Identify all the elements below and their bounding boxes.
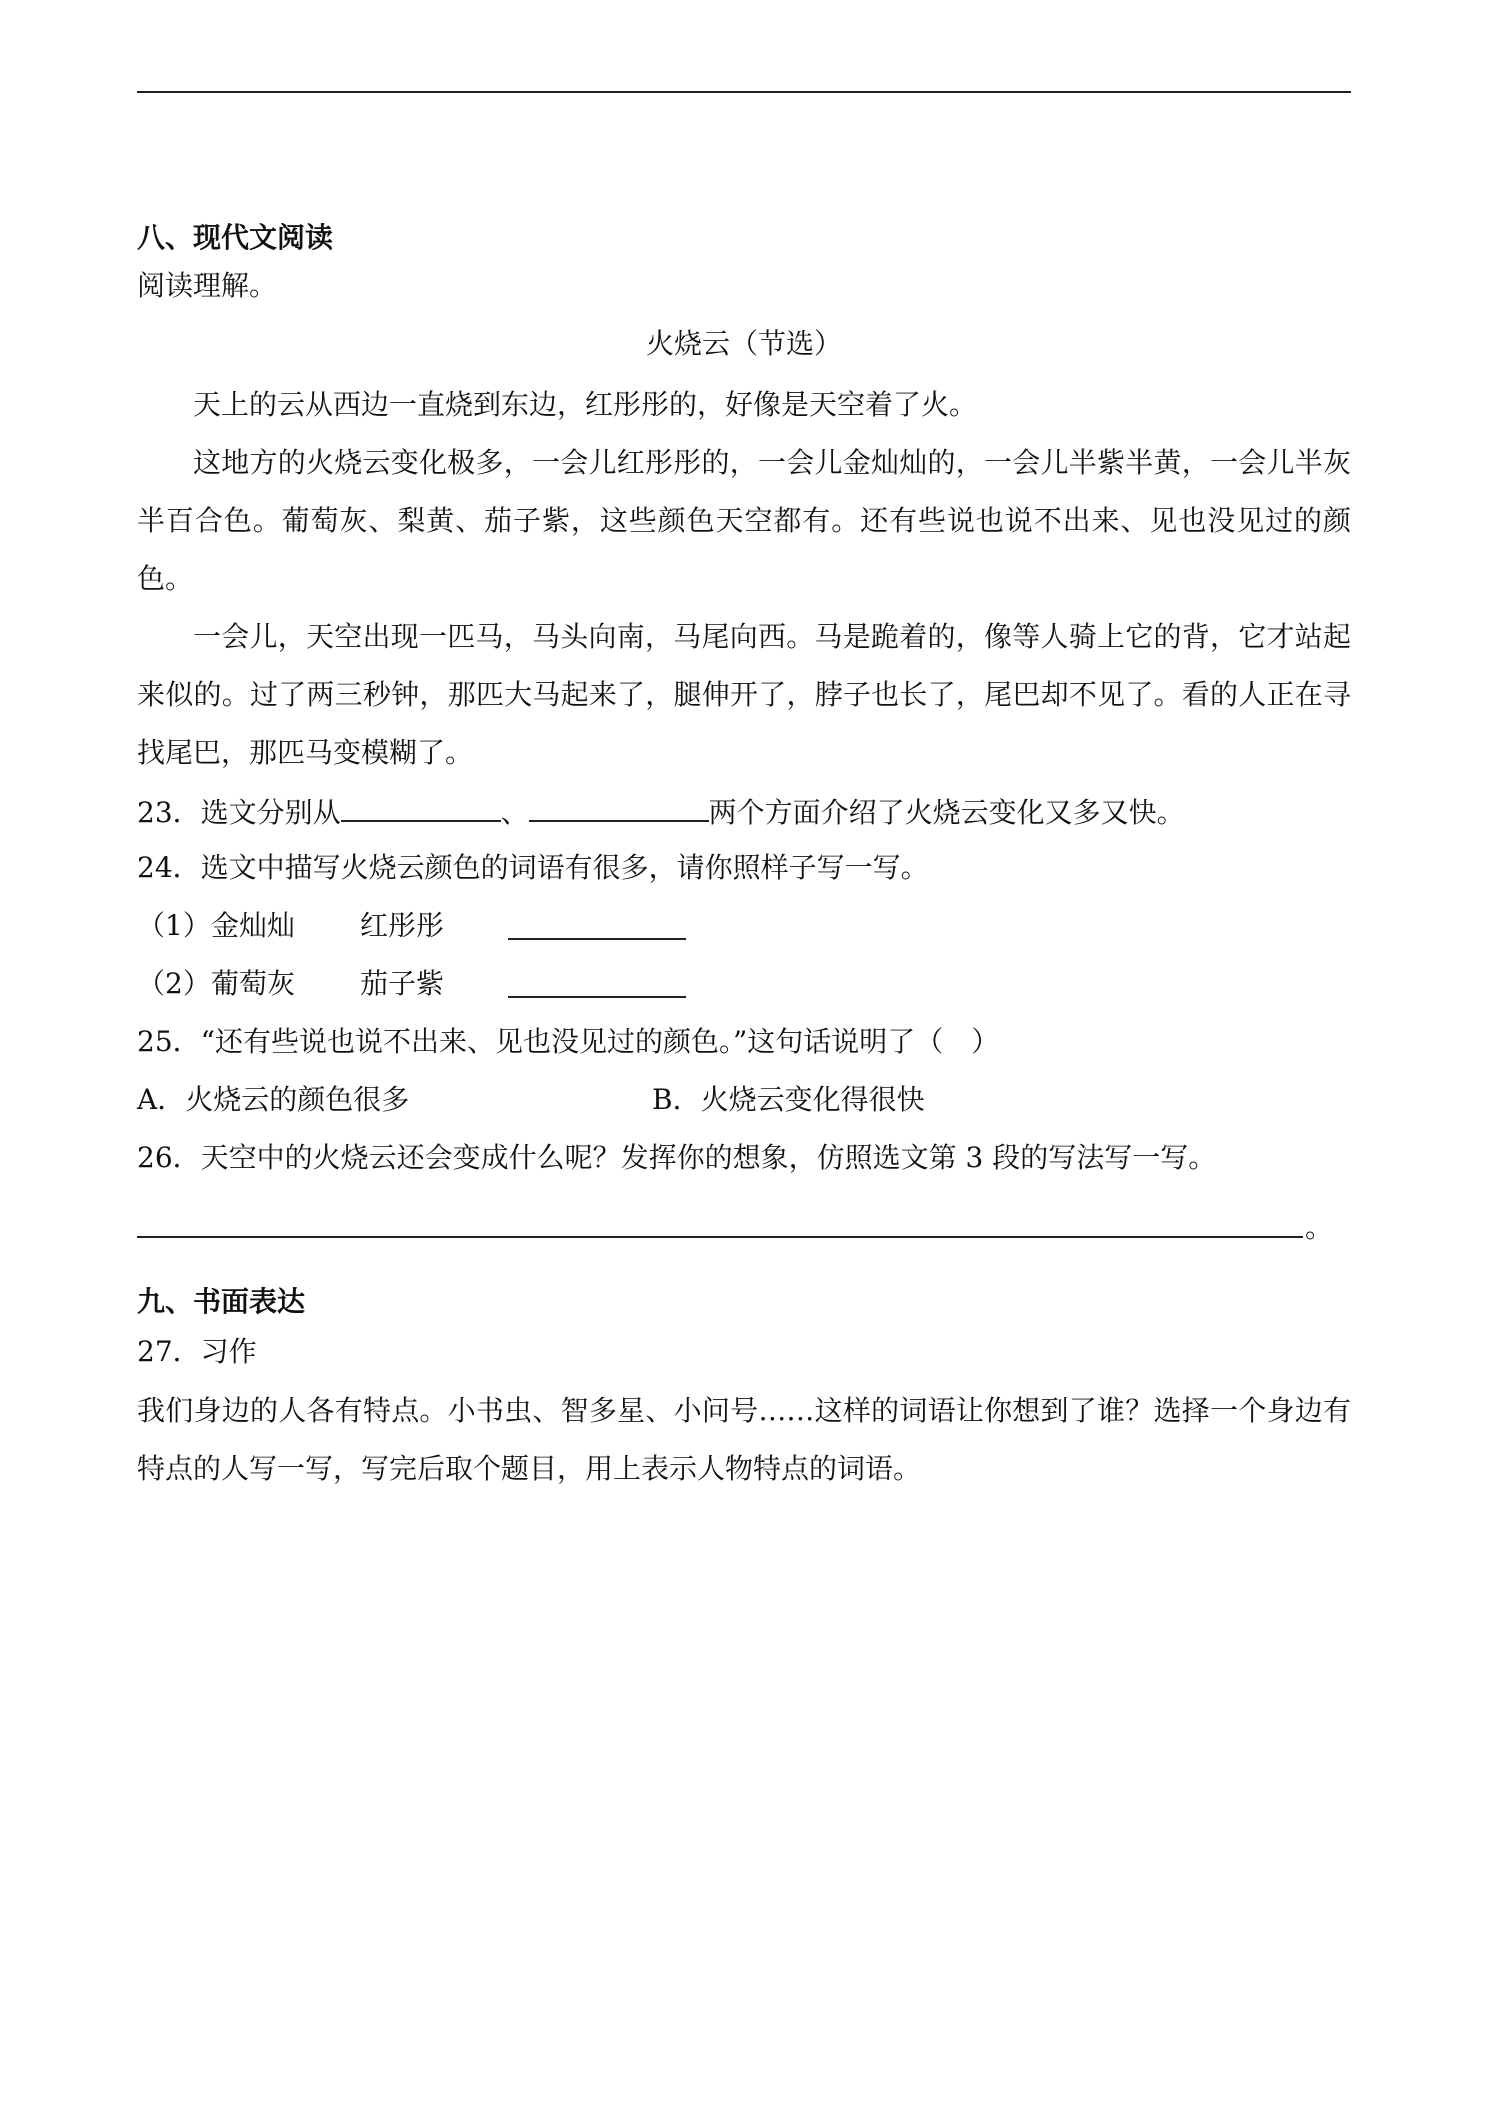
- q24-row2-number: （2）: [137, 967, 211, 1000]
- q24-row1-number: （1）: [137, 909, 211, 942]
- q23-blank-2[interactable]: [529, 790, 709, 822]
- section-heading-8: 八、现代文阅读: [137, 221, 334, 254]
- passage-title: 火烧云（节选）: [645, 327, 842, 360]
- q25-option-b[interactable]: B．火烧云变化得很快: [652, 1083, 925, 1116]
- q26-answer-line[interactable]: [137, 1236, 1303, 1238]
- writing-prompt: 我们身边的人各有特点。小书虫、智多星、小问号……这样的词语让你想到了谁？选择一个身边有特点的人写一写，写完后取个题目，用上表示人物特点的词语。: [137, 1394, 1351, 1485]
- q24-row-2: [137, 964, 211, 1004]
- q23-separator: 、: [500, 796, 529, 829]
- q24-row1-blank[interactable]: [508, 908, 686, 940]
- question-24-stem: 24．选文中描写火烧云颜色的词语有很多，请你照样子写一写。: [137, 851, 929, 884]
- question-25-stem: 25．“还有些说也说不出来、见也没见过的颜色。”这句话说明了（ ）: [137, 1025, 1000, 1058]
- section-heading-9: 九、书面表达: [137, 1285, 306, 1318]
- q25-option-a[interactable]: A．火烧云的颜色很多: [137, 1083, 410, 1116]
- question-23: [137, 790, 1185, 833]
- q24-row2-blank[interactable]: [508, 966, 686, 998]
- question-26-stem: 26．天空中的火烧云还会变成什么呢？发挥你的想象，仿照选文第 3 段的写法写一写。: [137, 1141, 1217, 1174]
- passage-paragraph-3: 一会儿，天空出现一匹马，马头向南，马尾向西。马是跪着的，像等人骑上它的背，它才站起来似的。过了两三秒钟，那匹大马起来了，腿伸开了，脖子也长了，尾巴却不见了。看的人正在寻找尾巴，那匹马变模糊了。: [137, 620, 1351, 769]
- q24-row2-word-2: 茄子紫: [360, 967, 445, 1000]
- q24-row1-word-1: 金灿灿: [211, 909, 296, 942]
- q24-row2-word-1: 葡萄灰: [211, 967, 296, 1000]
- q26-answer-end-mark: 。: [1305, 1211, 1334, 1244]
- q23-blank-1[interactable]: [341, 790, 501, 822]
- header-rule: [137, 91, 1351, 93]
- q24-row1-word-2: 红彤彤: [360, 909, 445, 942]
- passage-paragraph-2: 这地方的火烧云变化极多，一会儿红彤彤的，一会儿金灿灿的，一会儿半紫半黄，一会儿半灰半百合色。葡萄灰、梨黄、茄子紫，这些颜色天空都有。还有些说也说不出来、见也没见过的颜色。: [137, 446, 1351, 595]
- q24-row-1: [137, 906, 211, 946]
- reading-instruction: 阅读理解。: [137, 269, 278, 302]
- q23-prefix: 23．选文分别从: [137, 796, 341, 829]
- question-27-label: 27．习作: [137, 1335, 257, 1368]
- passage-paragraph-1: 天上的云从西边一直烧到东边，红彤彤的，好像是天空着了火。: [193, 388, 978, 421]
- q23-suffix: 两个方面介绍了火烧云变化又多又快。: [708, 796, 1185, 829]
